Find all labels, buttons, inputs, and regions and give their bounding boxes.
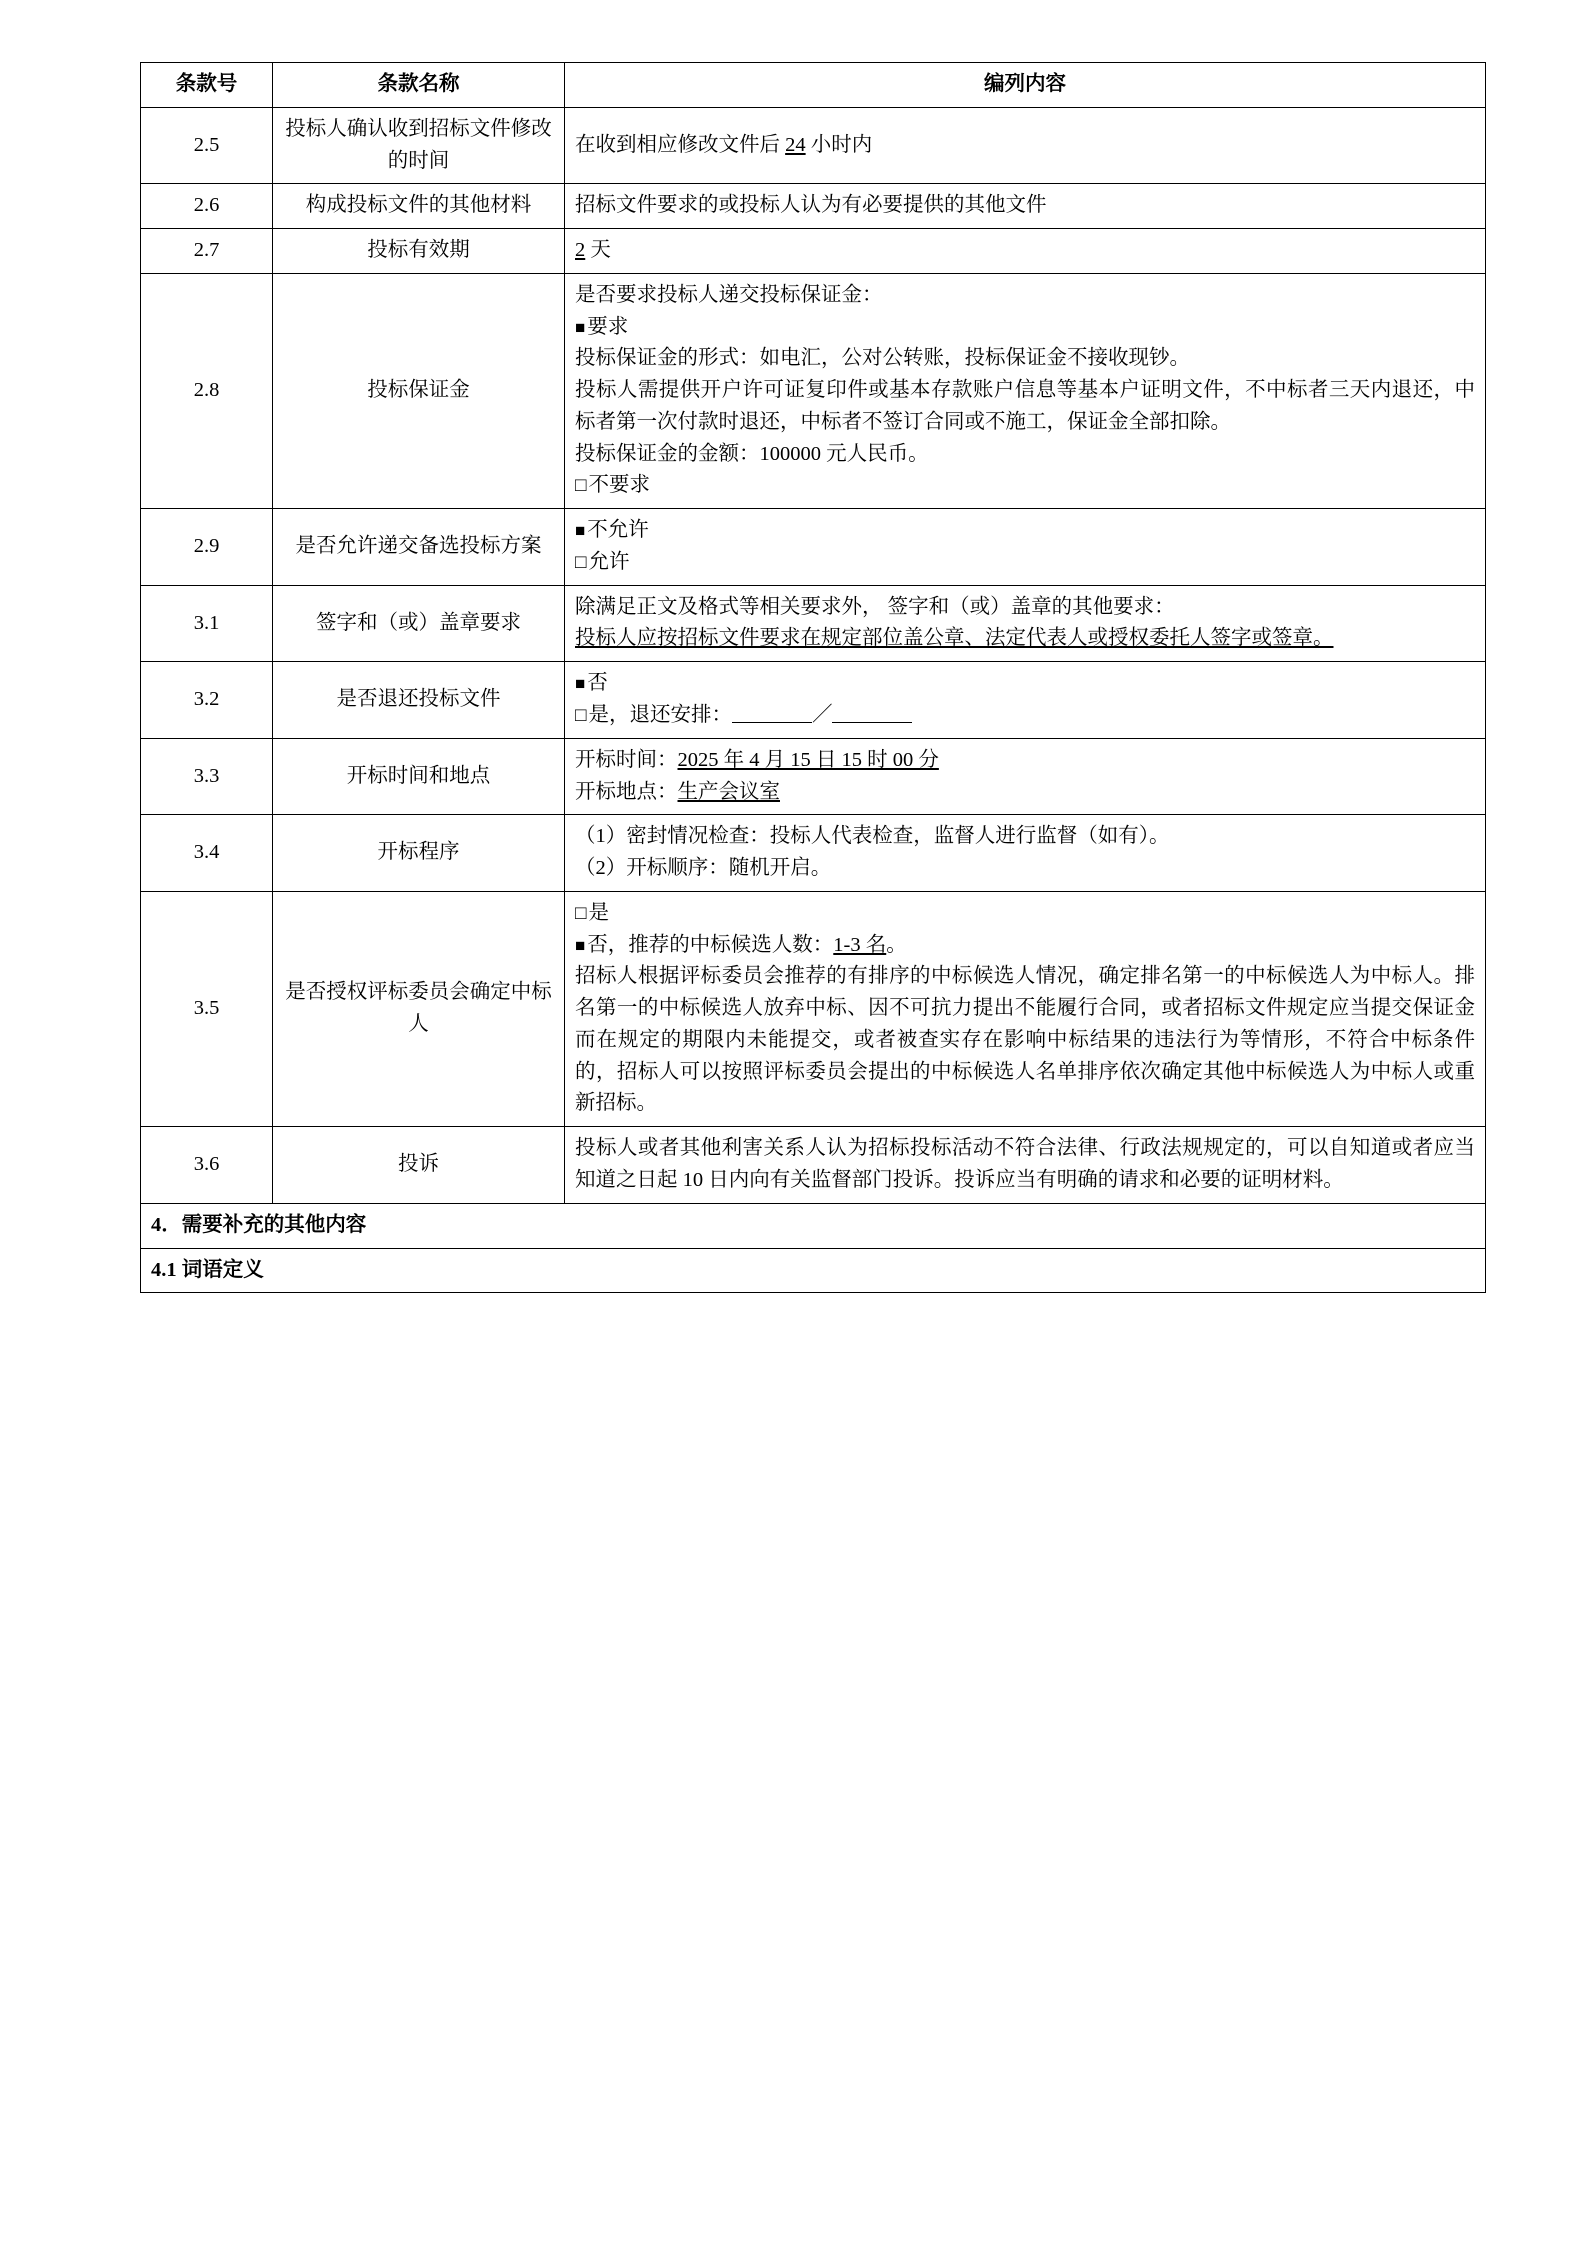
section-heading: 4．需要补充的其他内容 — [141, 1203, 1486, 1248]
content-text: （1）密封情况检查：投标人代表检查，监督人进行监督（如有）。 — [575, 825, 1170, 848]
content-text: 是否要求投标人递交投标保证金： — [575, 283, 883, 306]
underlined-value: 24 — [785, 133, 806, 156]
content-text: 不允许 — [587, 519, 649, 542]
content-text: 不要求 — [588, 474, 650, 497]
content-text: 否 — [587, 672, 608, 695]
content-text: 投标保证金的形式：如电汇，公对公转账，投标保证金不接收现钞。 — [575, 347, 1190, 370]
content-line — [575, 777, 1475, 809]
clause-name: 开标程序 — [273, 815, 565, 892]
content-text: 天 — [585, 239, 611, 262]
content-text: 招标文件要求的或投标人认为有必要提供的其他文件 — [575, 194, 1047, 217]
clause-content — [565, 1127, 1486, 1204]
content-text: 。 — [886, 933, 907, 956]
header-clause-content: 编列内容 — [565, 63, 1486, 108]
content-line — [575, 700, 1475, 732]
content-line — [575, 853, 1475, 885]
table-header — [141, 63, 1486, 108]
table-row — [141, 184, 1486, 229]
content-line — [575, 668, 1475, 700]
clause-content — [565, 184, 1486, 229]
content-text: 开标地点： — [575, 780, 678, 803]
table-row — [141, 509, 1486, 586]
clause-name: 是否授权评标委员会确定中标人 — [273, 891, 565, 1126]
clause-name: 投标人确认收到招标文件修改的时间 — [273, 107, 565, 184]
clause-table — [140, 62, 1486, 1293]
clause-no: 3.3 — [141, 738, 273, 815]
clause-content — [565, 229, 1486, 274]
clause-name: 投标有效期 — [273, 229, 565, 274]
content-line — [575, 547, 1475, 579]
checkbox-unchecked-icon[interactable] — [575, 474, 588, 496]
table-body — [141, 107, 1486, 1293]
content-text: 除满足正文及格式等相关要求外， 签字和（或）盖章的其他要求： — [575, 595, 1175, 618]
content-text: 开标时间： — [575, 748, 678, 771]
table-row — [141, 815, 1486, 892]
content-line — [575, 312, 1475, 344]
clause-no: 3.2 — [141, 662, 273, 739]
content-text: 投标保证金的金额：100000 元人民币。 — [575, 442, 929, 465]
content-text: 投标人需提供开户许可证复印件或基本存款账户信息等基本户证明文件，不中标者三天内退还，中标者第一次付款时退还，中标者不签订合同或不施工，保证金全部扣除。 — [575, 379, 1475, 433]
clause-no: 2.7 — [141, 229, 273, 274]
clause-no: 2.9 — [141, 509, 273, 586]
content-line — [575, 130, 1475, 162]
clause-content — [565, 662, 1486, 739]
clause-content — [565, 815, 1486, 892]
content-text: 在收到相应修改文件后 — [575, 133, 786, 156]
table-full-width-row — [141, 1248, 1486, 1293]
checkbox-unchecked-icon[interactable] — [575, 704, 588, 726]
clause-no: 3.6 — [141, 1127, 273, 1204]
content-line — [575, 515, 1475, 547]
clause-content — [565, 107, 1486, 184]
content-line — [575, 930, 1475, 962]
underlined-value: 2 — [575, 239, 586, 262]
content-line — [575, 343, 1475, 375]
clause-name: 是否退还投标文件 — [273, 662, 565, 739]
clause-content — [565, 891, 1486, 1126]
table-row — [141, 738, 1486, 815]
clause-no: 2.8 — [141, 273, 273, 508]
content-line — [575, 190, 1475, 222]
separator-slash: ／ — [811, 704, 833, 727]
content-line — [575, 898, 1475, 930]
clause-no: 3.4 — [141, 815, 273, 892]
table-row — [141, 662, 1486, 739]
clause-no: 2.6 — [141, 184, 273, 229]
clause-content — [565, 509, 1486, 586]
content-line — [575, 280, 1475, 312]
table-row — [141, 891, 1486, 1126]
content-line — [575, 745, 1475, 777]
content-line — [575, 961, 1475, 1120]
header-clause-name: 条款名称 — [273, 63, 565, 108]
table-row — [141, 107, 1486, 184]
checkbox-checked-icon[interactable] — [575, 934, 587, 956]
content-line — [575, 235, 1475, 267]
table-row — [141, 1127, 1486, 1204]
clause-name: 投诉 — [273, 1127, 565, 1204]
content-line — [575, 470, 1475, 502]
clause-name: 开标时间和地点 — [273, 738, 565, 815]
header-clause-no: 条款号 — [141, 63, 273, 108]
content-line — [575, 623, 1475, 655]
table-full-width-row — [141, 1203, 1486, 1248]
table-row — [141, 273, 1486, 508]
clause-no: 2.5 — [141, 107, 273, 184]
clause-name: 投标保证金 — [273, 273, 565, 508]
content-line — [575, 821, 1475, 853]
checkbox-checked-icon[interactable] — [575, 316, 587, 338]
clause-name: 构成投标文件的其他材料 — [273, 184, 565, 229]
content-line — [575, 1133, 1475, 1197]
content-line — [575, 375, 1475, 439]
checkbox-unchecked-icon[interactable] — [575, 551, 588, 573]
clause-content — [565, 585, 1486, 662]
content-text: 允许 — [588, 550, 630, 573]
table-row — [141, 229, 1486, 274]
content-text: 招标人根据评标委员会推荐的有排序的中标候选人情况，确定排名第一的中标候选人为中标人。排名第一的中标候选人放弃中标、因不可抗力提出不能履行合同，或者招标文件规定应当提交保证金而在规定的期限内未能提交，或者被查实存在影响中标结果的违法行为等情形，不符合中标条件的，招标人可以按照评标委员会提出的中标候选人名单排序依次确定其他中标候选人为中标人或重新招标。 — [575, 965, 1475, 1115]
clause-name: 是否允许递交备选投标方案 — [273, 509, 565, 586]
clause-content — [565, 273, 1486, 508]
clause-content — [565, 738, 1486, 815]
content-text: 小时内 — [805, 133, 873, 156]
underlined-value: 生产会议室 — [677, 780, 780, 803]
content-line — [575, 592, 1475, 624]
checkbox-checked-icon[interactable] — [575, 519, 587, 541]
blank-field[interactable] — [832, 702, 912, 724]
content-text: 否，推荐的中标候选人数： — [587, 933, 834, 956]
underlined-value: 1-3 名 — [833, 933, 887, 956]
content-text: 是 — [588, 901, 609, 924]
checkbox-unchecked-icon[interactable] — [575, 902, 588, 924]
content-text: （2）开标顺序：随机开启。 — [575, 857, 832, 880]
table-row — [141, 585, 1486, 662]
table-header-row — [141, 63, 1486, 108]
checkbox-checked-icon[interactable] — [575, 672, 587, 694]
content-text: 投标人或者其他利害关系人认为招标投标活动不符合法律、行政法规规定的，可以自知道或者应当知道之日起 10 日内向有关监督部门投诉。投诉应当有明确的请求和必要的证明材料。 — [575, 1137, 1475, 1191]
section-heading: 4.1 词语定义 — [141, 1248, 1486, 1293]
content-text: 要求 — [587, 315, 629, 338]
underlined-value: 2025 年 4 月 15 日 15 时 00 分 — [677, 748, 939, 771]
clause-no: 3.1 — [141, 585, 273, 662]
content-line — [575, 439, 1475, 471]
content-text: 是，退还安排： — [588, 704, 732, 727]
clause-no: 3.5 — [141, 891, 273, 1126]
underlined-value: 投标人应按招标文件要求在规定部位盖公章、法定代表人或授权委托人签字或签章。 — [575, 627, 1334, 650]
clause-name: 签字和（或）盖章要求 — [273, 585, 565, 662]
blank-field[interactable] — [732, 702, 812, 724]
